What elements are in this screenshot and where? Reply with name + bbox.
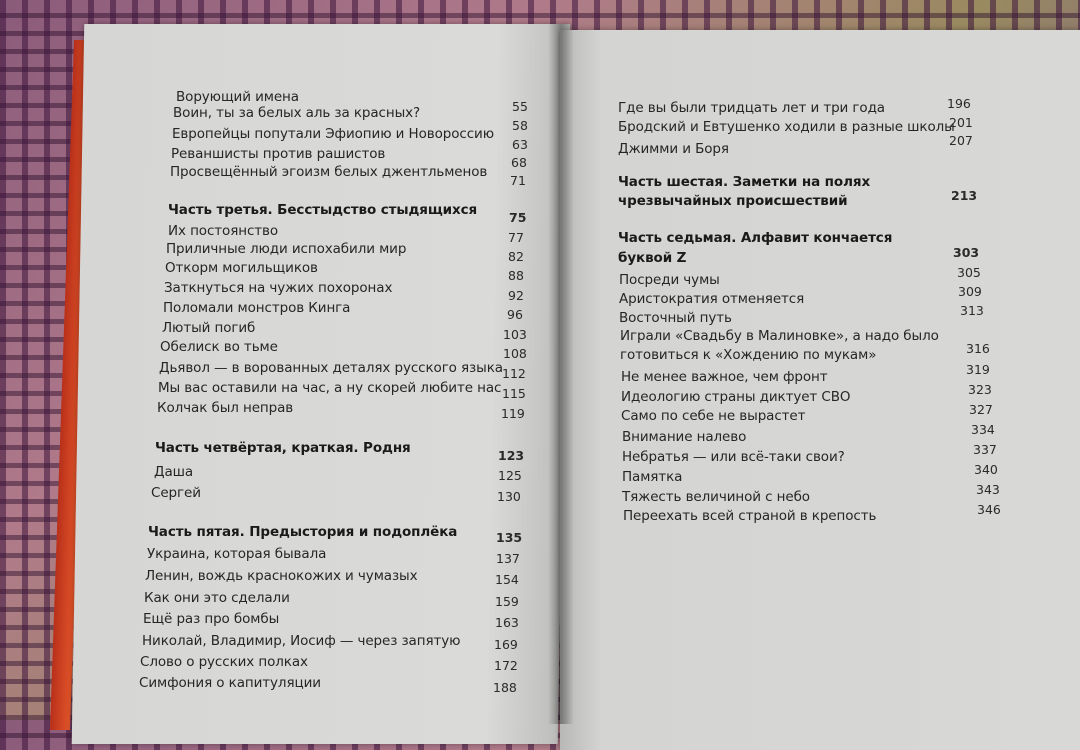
toc-entry-page: 305 bbox=[957, 265, 981, 280]
toc-entry-title: Лютый погиб bbox=[162, 320, 256, 336]
toc-entry-page: 309 bbox=[958, 284, 982, 299]
toc-entry-page: 82 bbox=[508, 249, 524, 264]
toc-entry-title: Бродский и Евтушенко ходили в разные школы bbox=[618, 119, 955, 135]
toc-part-page: 123 bbox=[498, 448, 525, 463]
toc-entry-page: 108 bbox=[503, 346, 527, 361]
toc-entry-page: 201 bbox=[949, 115, 973, 130]
toc-entry-title: Откорм могильщиков bbox=[165, 260, 318, 276]
toc-entry-page: 159 bbox=[495, 594, 519, 609]
toc-part-title: Часть четвёртая, краткая. Родня bbox=[155, 440, 411, 456]
toc-part-title: Часть пятая. Предыстория и подоплёка bbox=[148, 524, 458, 540]
toc-entry-title: Воин, ты за белых аль за красных? bbox=[173, 105, 421, 121]
toc-entry-title: Где вы были тридцать лет и три года bbox=[618, 100, 885, 116]
toc-entry-title: Реваншисты против рашистов bbox=[171, 146, 386, 162]
toc-entry-page: 196 bbox=[947, 96, 971, 111]
toc-entry-page: 63 bbox=[512, 137, 528, 152]
toc-entry-title: Ленин, вождь краснокожих и чумазых bbox=[145, 568, 418, 584]
toc-entry-title: Просвещённый эгоизм белых джентльменов bbox=[170, 164, 488, 180]
toc-entry-page: 88 bbox=[508, 268, 524, 283]
toc-entry-title: готовиться к «Хождению по мукам» bbox=[620, 347, 877, 363]
toc-entry-page: 71 bbox=[510, 173, 526, 188]
toc-entry-title: Аристократия отменяется bbox=[619, 291, 805, 307]
toc-entry-title: Ворующий имена bbox=[176, 89, 299, 105]
toc-part-title: Часть шестая. Заметки на полях bbox=[618, 174, 871, 190]
toc-entry-page: 77 bbox=[508, 230, 524, 245]
toc-entry-title: Их постоянство bbox=[168, 223, 279, 239]
toc-entry-page: 125 bbox=[498, 468, 522, 483]
toc-entry-title: Слово о русских полках bbox=[140, 654, 308, 670]
toc-entry-page: 163 bbox=[495, 615, 519, 630]
toc-entry-page: 172 bbox=[494, 658, 518, 673]
toc-entry-page: 188 bbox=[493, 680, 517, 695]
toc-entry-title: Европейцы попутали Эфиопию и Новороссию bbox=[172, 126, 494, 142]
toc-entry-page: 334 bbox=[971, 422, 995, 437]
toc-entry-title: Николай, Владимир, Иосиф — через запятую bbox=[142, 633, 461, 649]
toc-entry-title: Украина, которая бывала bbox=[147, 546, 327, 562]
toc-entry-title: Мы вас оставили на час, а ну скорей любите нас bbox=[158, 380, 502, 396]
toc-entry-title: Памятка bbox=[622, 469, 683, 485]
toc-entry-title: Ещё раз про бомбы bbox=[143, 611, 280, 627]
toc-entry-title: Внимание налево bbox=[622, 429, 747, 445]
toc-part-title: буквой Z bbox=[618, 250, 687, 266]
toc-entry-title: Обелиск во тьме bbox=[160, 339, 278, 355]
toc-entry-page: 137 bbox=[496, 551, 520, 566]
toc-entry-title: Восточный путь bbox=[619, 310, 732, 326]
toc-entry-title: Джимми и Боря bbox=[618, 141, 729, 157]
toc-entry-title: Приличные люди испохабили мир bbox=[166, 241, 407, 257]
toc-entry-title: Поломали монстров Кинга bbox=[163, 300, 351, 316]
toc-entry-page: 130 bbox=[497, 489, 521, 504]
toc-entry-title: Само по себе не вырастет bbox=[621, 408, 806, 424]
toc-entry-page: 343 bbox=[976, 482, 1000, 497]
toc-entry-title: Тяжесть величиной с небо bbox=[622, 489, 810, 505]
toc-part-page: 135 bbox=[496, 530, 523, 545]
toc-entry-title: Симфония о капитуляции bbox=[139, 675, 321, 691]
toc-entry-page: 337 bbox=[973, 442, 997, 457]
toc-entry-page: 103 bbox=[503, 327, 527, 342]
toc-part-title: чрезвычайных происшествий bbox=[618, 193, 848, 209]
toc-part-page: 213 bbox=[951, 188, 978, 203]
toc-entry-page: 346 bbox=[977, 502, 1001, 517]
toc-entry-title: Идеологию страны диктует СВО bbox=[621, 389, 851, 405]
toc-entry-page: 313 bbox=[960, 303, 984, 318]
toc-entry-page: 96 bbox=[507, 307, 523, 322]
toc-entry-page: 68 bbox=[511, 155, 527, 170]
toc-entry-page: 323 bbox=[968, 382, 992, 397]
toc-entry-title: Заткнуться на чужих похоронах bbox=[164, 280, 393, 296]
toc-part-page: 75 bbox=[509, 210, 527, 225]
toc-entry-page: 169 bbox=[494, 637, 518, 652]
toc-entry-page: 319 bbox=[966, 362, 990, 377]
toc-entry-page: 340 bbox=[974, 462, 998, 477]
toc-entry-page: 92 bbox=[508, 288, 524, 303]
book-gutter bbox=[548, 24, 574, 724]
toc-entry-title: Переехать всей страной в крепость bbox=[623, 508, 877, 524]
toc-entry-title: Сергей bbox=[151, 485, 201, 501]
toc-entry-page: 207 bbox=[949, 133, 973, 148]
toc-entry-page: 112 bbox=[502, 366, 526, 381]
toc-entry-page: 316 bbox=[966, 341, 990, 356]
toc-entry-title: Колчак был неправ bbox=[157, 400, 294, 416]
toc-entry-page: 154 bbox=[495, 572, 519, 587]
toc-part-page: 303 bbox=[953, 245, 980, 260]
toc-entry-title: Небратья — или всё-таки свои? bbox=[622, 449, 845, 465]
toc-entry-title: Как они это сделали bbox=[144, 590, 290, 606]
toc-entry-page: 327 bbox=[969, 402, 993, 417]
toc-entry-title: Дьявол — в ворованных деталях русского языка bbox=[159, 360, 503, 376]
toc-entry-page: 55 bbox=[512, 99, 528, 114]
toc-entry-title: Играли «Свадьбу в Малиновке», а надо было bbox=[620, 328, 939, 344]
toc-part-title: Часть седьмая. Алфавит кончается bbox=[618, 230, 893, 246]
toc-entry-title: Не менее важное, чем фронт bbox=[621, 369, 828, 385]
toc-entry-page: 115 bbox=[502, 386, 526, 401]
toc-entry-page: 58 bbox=[512, 118, 528, 133]
toc-entry-title: Даша bbox=[154, 464, 194, 480]
toc-entry-title: Посреди чумы bbox=[619, 272, 720, 288]
toc-entry-page: 119 bbox=[501, 406, 525, 421]
toc-part-title: Часть третья. Бесстыдство стыдящихся bbox=[168, 202, 478, 218]
